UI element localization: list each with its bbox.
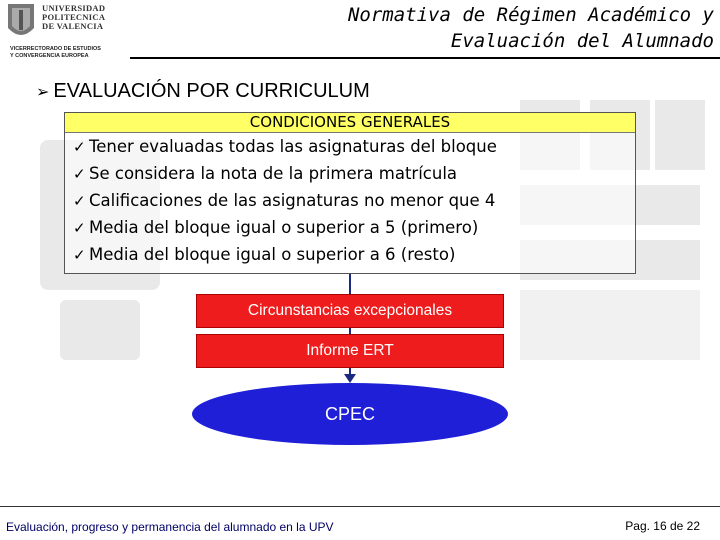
cpec-ellipse: CPEC (192, 383, 508, 445)
footer-caption: Evaluación, progreso y permanencia del alumnado en la UPV (6, 520, 334, 534)
checkmark-icon: ✓ (73, 138, 86, 156)
exceptional-circumstances-box: Circunstancias excepcionales (196, 294, 504, 328)
condition-text: Se considera la nota de la primera matrícula (89, 164, 458, 183)
header-title-line-1: Normativa de Régimen Académico y (347, 4, 714, 26)
university-line-1: UNIVERSIDAD (42, 3, 106, 13)
condition-item (65, 133, 635, 160)
conditions-heading: CONDICIONES GENERALES (65, 113, 635, 133)
arrow-down-icon (344, 374, 356, 383)
university-line-2: POLITECNICA (42, 12, 106, 22)
section-heading (36, 80, 370, 103)
university-name (42, 4, 105, 31)
university-logo (6, 2, 126, 64)
connector-line-1 (349, 274, 351, 294)
condition-item (65, 160, 635, 187)
checkmark-icon: ✓ (73, 219, 86, 237)
condition-text: Media del bloque igual o superior a 6 (resto) (89, 245, 456, 264)
checkmark-icon: ✓ (73, 246, 86, 264)
checkmark-icon: ✓ (73, 165, 86, 183)
condition-item (65, 214, 635, 241)
ert-report-box: Informe ERT (196, 334, 504, 368)
header-title-line-2: Evaluación del Alumnado (450, 30, 714, 52)
checkmark-icon: ✓ (73, 192, 86, 210)
conditions-list (65, 133, 635, 268)
university-line-3: DE VALENCIA (42, 21, 104, 31)
header-divider (130, 57, 720, 59)
vicerrectorado-name (10, 46, 101, 59)
slide-header-title (348, 2, 714, 54)
conditions-box (64, 112, 636, 274)
page-number: Pag. 16 de 22 (625, 519, 700, 533)
arrow-bullet-icon: ➢ (36, 83, 50, 101)
condition-text: Tener evaluadas todas las asignaturas del bloque (89, 137, 497, 156)
university-crest-icon (6, 2, 36, 42)
section-title: EVALUACIÓN POR CURRICULUM (53, 80, 370, 102)
condition-text: Calificaciones de las asignaturas no menor que 4 (89, 191, 496, 210)
condition-item (65, 241, 635, 268)
vice-line-1: VICERRECTORADO DE ESTUDIOS (10, 46, 101, 52)
condition-item (65, 187, 635, 214)
footer-divider (0, 506, 720, 507)
condition-text: Media del bloque igual o superior a 5 (primero) (89, 218, 479, 237)
vice-line-2: Y CONVERGENCIA EUROPEA (10, 52, 89, 59)
